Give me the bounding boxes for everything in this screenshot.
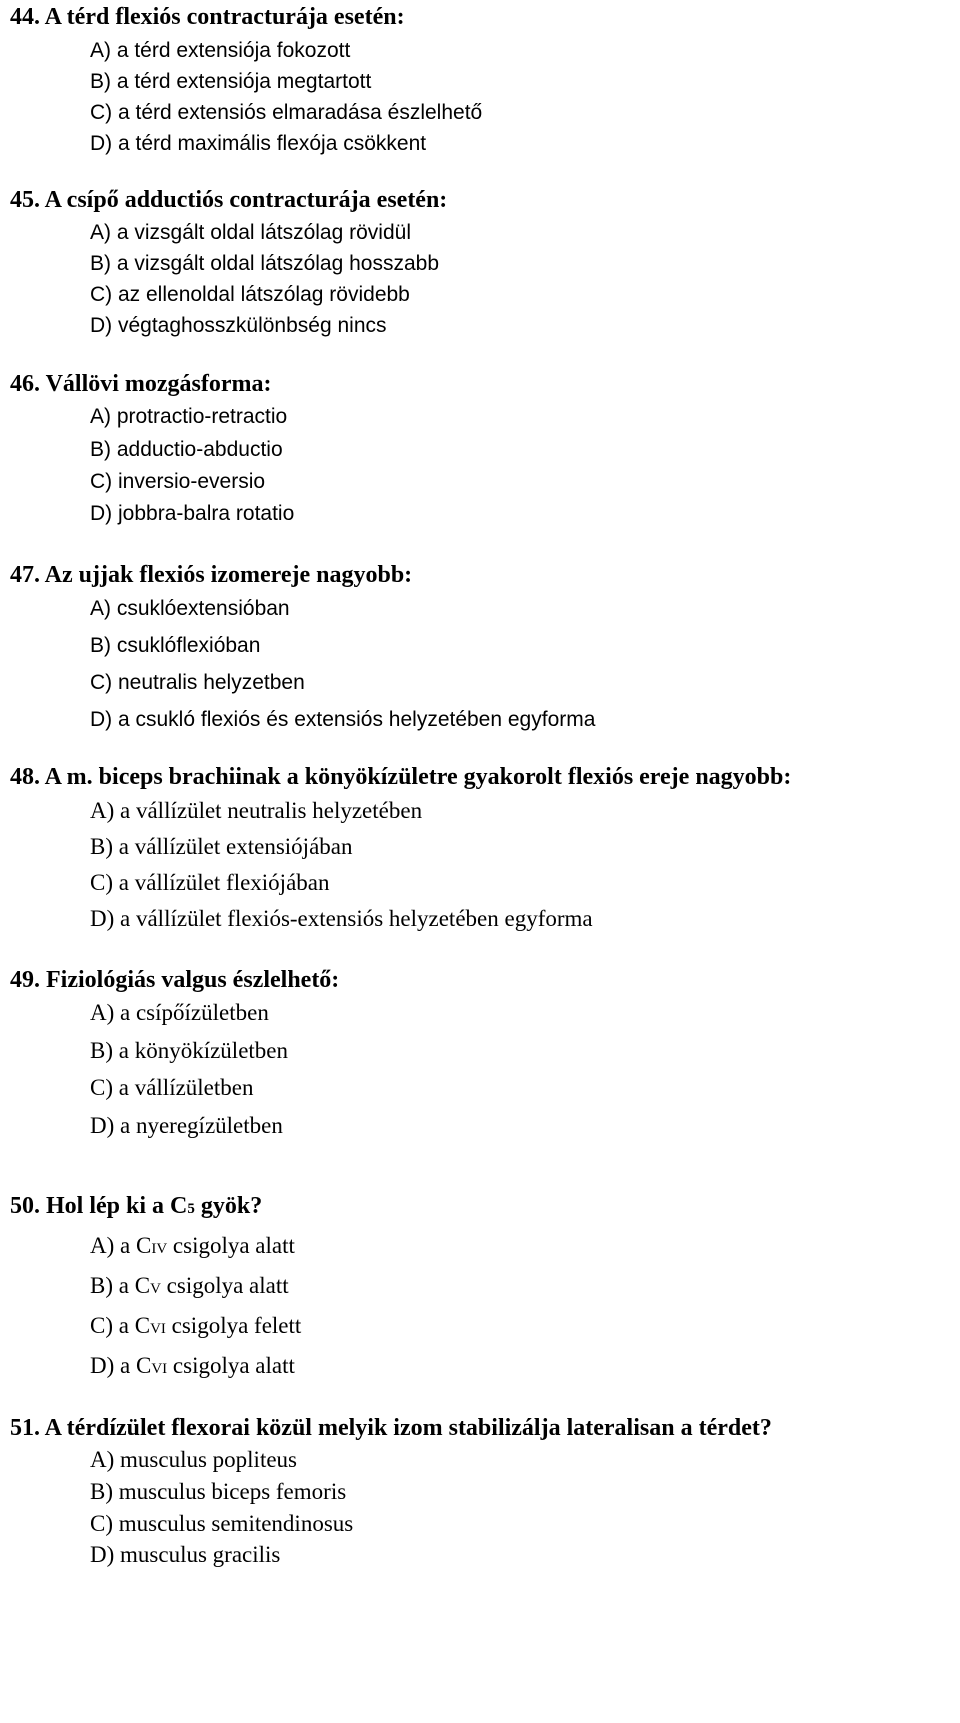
option-c: C) a vállízületben	[90, 1075, 254, 1100]
option-d: D) a CVI csigolya alatt	[90, 1353, 295, 1378]
option-d: D) végtaghosszkülönbség nincs	[90, 314, 387, 337]
option-c: C) az ellenoldal látszólag rövidebb	[90, 283, 410, 306]
option-c: C) neutralis helyzetben	[90, 671, 305, 694]
option-a: A) a CIV csigolya alatt	[90, 1233, 295, 1258]
option-c: C) inversio-eversio	[90, 470, 266, 493]
question-title: 51. A térdízület flexorai közül melyik izom stabilizálja lateralisan a térdet?	[10, 1415, 772, 1441]
option-b: B) a könyökízületben	[90, 1038, 289, 1063]
option-b: B) a CV csigolya alatt	[90, 1273, 289, 1298]
question-title: 44. A térd flexiós contracturája esetén:	[10, 4, 405, 30]
question-title: 45. A csípő adductiós contracturája esetén:	[10, 187, 448, 213]
option-d: D) a térd maximális flexója csökkent	[90, 132, 427, 155]
option-b: B) adductio-abductio	[90, 438, 283, 461]
option-b: B) a térd extensiója megtartott	[90, 70, 372, 93]
option-a: A) a csípőízületben	[90, 1000, 269, 1025]
option-c: C) a vállízület flexiójában	[90, 870, 330, 895]
question-title: 50. Hol lép ki a C5 gyök?	[10, 1193, 263, 1219]
option-c: C) a CVI csigolya felett	[90, 1313, 302, 1338]
option-b: B) musculus biceps femoris	[90, 1479, 347, 1504]
option-d: D) a csukló flexiós és extensiós helyzetében egyforma	[90, 708, 596, 731]
option-a: A) a vizsgált oldal látszólag rövidül	[90, 221, 411, 244]
option-d: D) a nyeregízületben	[90, 1113, 283, 1138]
option-b: B) csuklóflexióban	[90, 634, 261, 657]
option-a: A) protractio-retractio	[90, 405, 288, 428]
option-c: C) musculus semitendinosus	[90, 1511, 354, 1536]
question-title: 46. Vállövi mozgásforma:	[10, 371, 272, 397]
option-d: D) jobbra-balra rotatio	[90, 502, 295, 525]
option-a: A) musculus popliteus	[90, 1447, 297, 1472]
question-title: 47. Az ujjak flexiós izomereje nagyobb:	[10, 562, 413, 588]
option-d: D) a vállízület flexiós-extensiós helyzetében egyforma	[90, 906, 593, 931]
option-b: B) a vizsgált oldal látszólag hosszabb	[90, 252, 440, 275]
option-a: A) a térd extensiója fokozott	[90, 39, 351, 62]
option-c: C) a térd extensiós elmaradása észlelhető	[90, 101, 483, 124]
option-a: A) csuklóextensióban	[90, 597, 290, 620]
option-a: A) a vállízület neutralis helyzetében	[90, 798, 423, 823]
question-title: 49. Fiziológiás valgus észlelhető:	[10, 967, 340, 993]
option-d: D) musculus gracilis	[90, 1542, 281, 1567]
question-title: 48. A m. biceps brachiinak a könyökízületre gyakorolt flexiós ereje nagyobb:	[10, 764, 792, 790]
option-b: B) a vállízület extensiójában	[90, 834, 353, 859]
